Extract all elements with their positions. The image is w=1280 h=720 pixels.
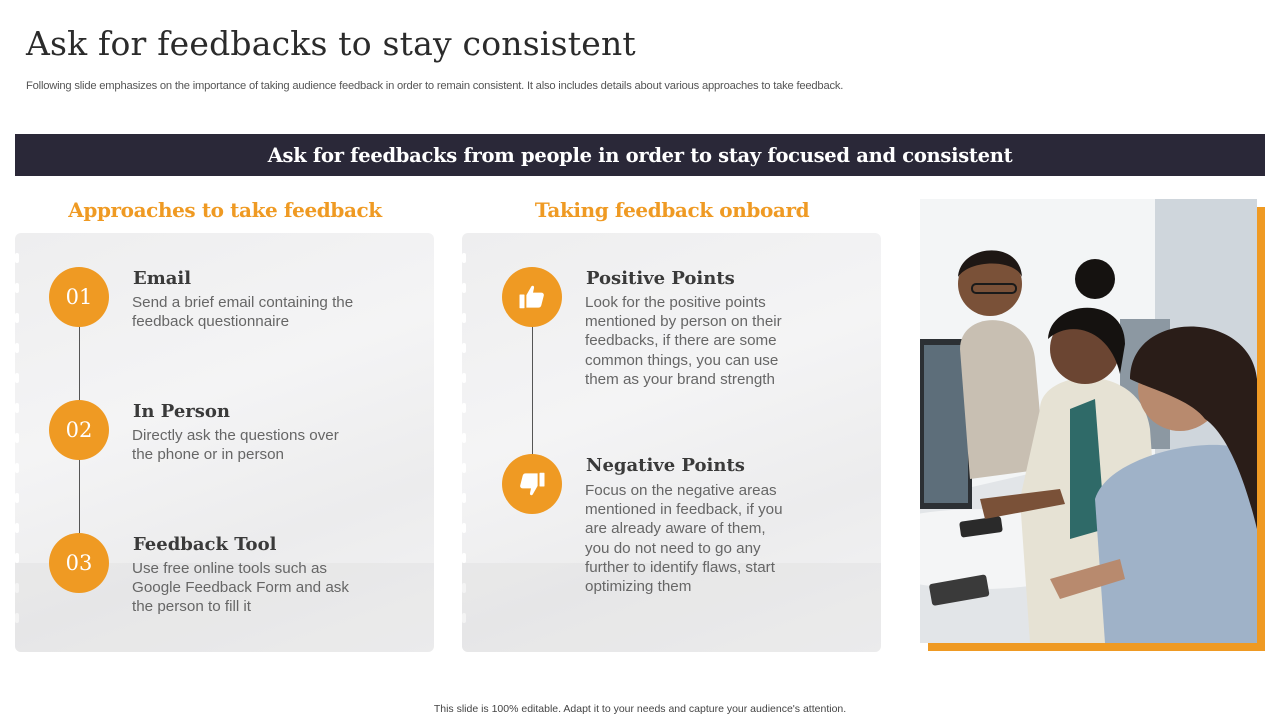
page-title: Ask for feedbacks to stay consistent	[26, 24, 636, 63]
banner	[15, 134, 1265, 176]
banner-text: Ask for feedbacks from people in order to stay focused and consistent	[267, 143, 1013, 167]
thumbs-up-icon	[517, 282, 547, 312]
item-desc-positive-points: Look for the positive points mentioned by person on their feedbacks, if there are some common things, you can use them as your brand strength	[585, 294, 782, 388]
step-badge-03: 03	[49, 533, 109, 593]
team-photo	[920, 199, 1257, 643]
page-subtitle: Following slide emphasizes on the importance of taking audience feedback in order to remain consistent. It also includes details about various approaches to take feedback.	[26, 80, 844, 92]
item-title-positive-points: Positive Points	[586, 268, 735, 289]
right-column-heading: Taking feedback onboard	[534, 198, 810, 222]
left-column-heading: Approaches to take feedback	[68, 198, 382, 222]
thumbs-down-badge	[502, 454, 562, 514]
panel-holes	[462, 233, 468, 652]
footer-note: This slide is 100% editable. Adapt it to your needs and capture your audience's attention.	[433, 703, 847, 715]
item-desc-negative-points: Focus on the negative areas mentioned in feedback, if you are already aware of them, you do not need to go any further to identify flaws, start optimizing them	[585, 482, 783, 596]
item-title-negative-points: Negative Points	[586, 455, 745, 476]
item-title-in-person: In Person	[133, 401, 230, 422]
item-desc-in-person: Directly ask the questions over the phone or in person	[132, 427, 339, 464]
item-desc-feedback-tool: Use free online tools such as Google Feedback Form and ask the person to fill it	[132, 560, 349, 616]
item-title-feedback-tool: Feedback Tool	[133, 534, 277, 555]
step-badge-02: 02	[49, 400, 109, 460]
thumbs-down-icon	[517, 469, 547, 499]
step-badge-01: 01	[49, 267, 109, 327]
item-desc-email: Send a brief email containing the feedback questionnaire	[132, 294, 354, 331]
timeline-line	[532, 300, 533, 480]
thumbs-up-badge	[502, 267, 562, 327]
panel-holes	[15, 233, 21, 652]
item-title-email: Email	[133, 268, 192, 289]
office-people-illustration	[920, 199, 1257, 643]
